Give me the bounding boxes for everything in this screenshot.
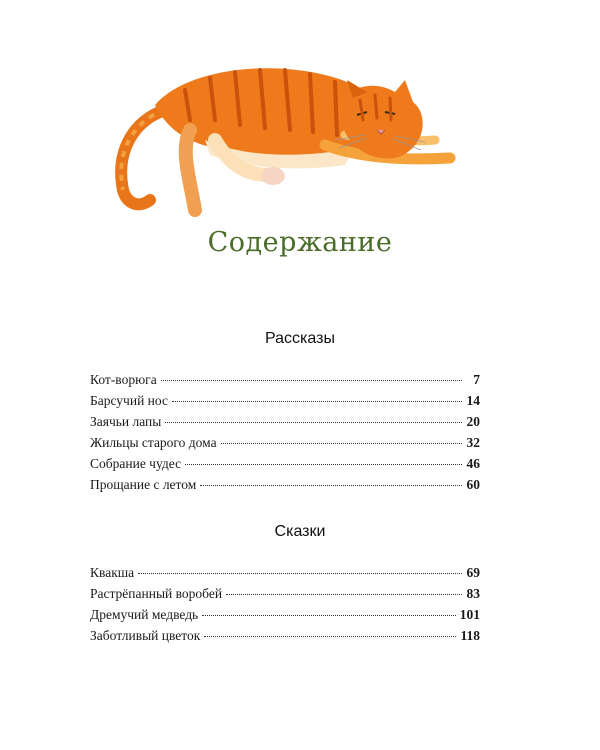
toc-entry-page: 7 <box>473 372 480 387</box>
toc-entry-label: Жильцы старого дома <box>90 435 217 450</box>
dot-leader <box>138 573 462 574</box>
toc-entry[interactable] <box>90 607 480 628</box>
toc-entry-label: Дремучий медведь <box>90 607 199 622</box>
section-heading-stories: Рассказы <box>265 330 335 347</box>
toc-entry[interactable] <box>90 393 480 414</box>
dot-leader <box>161 380 462 381</box>
section-heading-tales: Сказки <box>274 523 326 540</box>
toc-entry-page: 118 <box>460 628 480 643</box>
dot-leader <box>172 401 462 402</box>
toc-entry-label: Растрёпанный воробей <box>90 586 223 601</box>
page-title: Содержание <box>207 227 393 258</box>
toc-list-stories <box>90 372 480 498</box>
toc-entry-label: Квакша <box>90 565 135 580</box>
dot-leader <box>221 443 462 444</box>
toc-entry-label: Кот-ворюга <box>90 372 157 387</box>
toc-entry-page: 101 <box>459 607 480 622</box>
toc-entry-label: Прощание с летом <box>90 477 197 492</box>
dot-leader <box>204 636 456 637</box>
dot-leader <box>200 485 462 486</box>
cat-illustration <box>95 40 475 235</box>
toc-entry-label: Собрание чудес <box>90 456 182 471</box>
toc-entry[interactable] <box>90 435 480 456</box>
toc-entry-page: 20 <box>466 414 480 429</box>
toc-entry-page: 32 <box>466 435 480 450</box>
toc-entry[interactable] <box>90 586 480 607</box>
dot-leader <box>226 594 462 595</box>
toc-entry-label: Барсучий нос <box>90 393 168 408</box>
toc-entry[interactable] <box>90 414 480 435</box>
toc-entry-page: 69 <box>466 565 480 580</box>
dot-leader <box>165 422 462 423</box>
dot-leader <box>202 615 456 616</box>
toc-entry[interactable] <box>90 565 480 586</box>
toc-entry-label: Заячьи лапы <box>90 414 162 429</box>
toc-entry[interactable] <box>90 456 480 477</box>
toc-list-tales <box>90 565 480 649</box>
dot-leader <box>185 464 462 465</box>
toc-entry-label: Заботливый цветок <box>90 628 201 643</box>
toc-entry-page: 60 <box>466 477 480 492</box>
toc-entry-page: 83 <box>466 586 480 601</box>
toc-entry[interactable] <box>90 477 480 498</box>
toc-entry[interactable] <box>90 628 480 649</box>
toc-entry[interactable] <box>90 372 480 393</box>
toc-entry-page: 46 <box>466 456 480 471</box>
toc-entry-page: 14 <box>466 393 480 408</box>
